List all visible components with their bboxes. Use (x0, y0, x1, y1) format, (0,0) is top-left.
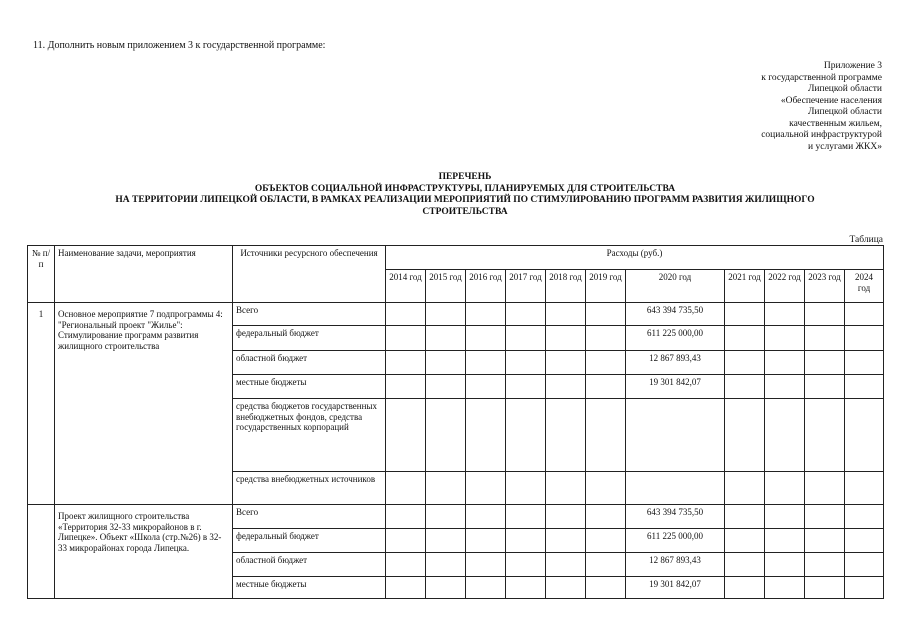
amount-cell (586, 326, 626, 351)
amount-cell (546, 375, 586, 399)
funding-source: средства бюджетов государственных внебюджетных фондов, средства государственных корпораций (233, 399, 386, 472)
amount-cell (586, 399, 626, 472)
amount-cell (805, 399, 845, 472)
amount-cell (805, 326, 845, 351)
amount-cell (845, 505, 884, 529)
amount-cell (546, 577, 586, 599)
appendix-line: Приложение 3 (823, 61, 882, 71)
amount-cell (466, 529, 506, 553)
header-expenses: Расходы (руб.) (386, 246, 884, 270)
amount-cell (546, 505, 586, 529)
amount-cell (725, 553, 765, 577)
amount-cell (586, 375, 626, 399)
amount-cell (845, 326, 884, 351)
document-title (40, 172, 890, 218)
amount-cell (765, 399, 805, 472)
table-row (28, 303, 884, 326)
amount-2020: 12 867 893,43 (626, 553, 725, 577)
amount-cell (506, 553, 546, 577)
appendix-line: к государственной программе (761, 72, 882, 83)
amount-cell (725, 399, 765, 472)
amount-cell (586, 553, 626, 577)
header-name: Наименование задачи, мероприятия (55, 246, 233, 303)
expenses-table (27, 245, 884, 599)
funding-source: средства внебюджетных источников (233, 472, 386, 505)
amount-cell (506, 529, 546, 553)
row-number: 1 (28, 303, 55, 505)
appendix-line: Липецкой области (807, 107, 882, 117)
amount-cell (386, 553, 426, 577)
appendix-line: Липецкой области (807, 84, 882, 94)
amount-cell (765, 472, 805, 505)
amount-cell (586, 505, 626, 529)
funding-source: федеральный бюджет (233, 326, 386, 351)
amount-2020 (626, 472, 725, 505)
amount-cell (386, 472, 426, 505)
header-year: 2017 год (506, 270, 546, 303)
amount-cell (805, 577, 845, 599)
appendix-line: качественным жильем, (789, 118, 882, 129)
amount-2020: 19 301 842,07 (626, 375, 725, 399)
amount-cell (845, 303, 884, 326)
amount-2020: 643 394 735,50 (626, 505, 725, 529)
amount-cell (845, 553, 884, 577)
amount-cell (466, 326, 506, 351)
amount-cell (586, 472, 626, 505)
row-number (28, 505, 55, 599)
amount-cell (546, 553, 586, 577)
amount-cell (426, 399, 466, 472)
title-line: СТРОИТЕЛЬСТВА (422, 206, 508, 217)
amount-cell (426, 303, 466, 326)
amount-cell (765, 529, 805, 553)
amount-cell (506, 303, 546, 326)
intro-text: 11. Дополнить новым приложением 3 к государственной программе: (33, 40, 326, 51)
funding-source: областной бюджет (233, 553, 386, 577)
amount-cell (725, 326, 765, 351)
title-line: НА ТЕРРИТОРИИ ЛИПЕЦКОЙ ОБЛАСТИ, В РАМКАХ РЕАЛИЗАЦИИ МЕРОПРИЯТИЙ ПО СТИМУЛИРОВАНИЮ ПРОГРАММ РАЗВИТИЯ ЖИЛИЩНОГО (115, 195, 815, 205)
amount-cell (506, 399, 546, 472)
amount-cell (845, 351, 884, 375)
amount-cell (506, 505, 546, 529)
funding-source: местные бюджеты (233, 577, 386, 599)
amount-cell (546, 472, 586, 505)
amount-cell (586, 303, 626, 326)
amount-cell (426, 505, 466, 529)
amount-cell (845, 472, 884, 505)
appendix-line: «Обеспечение населения (780, 95, 882, 106)
amount-2020: 611 225 000,00 (626, 529, 725, 553)
amount-cell (426, 375, 466, 399)
amount-cell (765, 553, 805, 577)
amount-cell (466, 505, 506, 529)
header-year: 2014 год (386, 270, 426, 303)
amount-cell (506, 577, 546, 599)
amount-cell (506, 326, 546, 351)
amount-cell (506, 351, 546, 375)
amount-cell (725, 303, 765, 326)
amount-cell (765, 303, 805, 326)
amount-cell (845, 577, 884, 599)
header-year: 2023 год (805, 270, 845, 303)
task-name: Основное мероприятие 7 подпрограммы 4: "Региональный проект "Жилье": Стимулирование программ развития жилищного строительства (55, 303, 233, 505)
amount-cell (386, 505, 426, 529)
amount-cell (805, 375, 845, 399)
amount-cell (386, 529, 426, 553)
amount-cell (725, 577, 765, 599)
amount-cell (546, 326, 586, 351)
amount-2020: 19 301 842,07 (626, 577, 725, 599)
funding-source: федеральный бюджет (233, 529, 386, 553)
funding-source: Всего (233, 505, 386, 529)
appendix-line: социальной инфраструктурой (761, 130, 882, 140)
amount-cell (546, 529, 586, 553)
amount-cell (386, 577, 426, 599)
amount-cell (426, 351, 466, 375)
header-year: 2016 год (466, 270, 506, 303)
amount-2020: 611 225 000,00 (626, 326, 725, 351)
amount-2020 (626, 399, 725, 472)
amount-cell (765, 375, 805, 399)
amount-cell (586, 351, 626, 375)
amount-cell (805, 351, 845, 375)
header-year: 2022 год (765, 270, 805, 303)
amount-cell (386, 375, 426, 399)
amount-cell (506, 472, 546, 505)
amount-2020: 643 394 735,50 (626, 303, 725, 326)
amount-2020: 12 867 893,43 (626, 351, 725, 375)
amount-cell (506, 375, 546, 399)
amount-cell (386, 303, 426, 326)
amount-cell (386, 326, 426, 351)
amount-cell (725, 472, 765, 505)
header-num: № п/п (28, 246, 55, 303)
amount-cell (805, 303, 845, 326)
amount-cell (725, 375, 765, 399)
header-year: 2024 год (845, 270, 884, 303)
header-source: Источники ресурсного обеспечения (233, 246, 386, 303)
amount-cell (466, 472, 506, 505)
amount-cell (725, 351, 765, 375)
amount-cell (546, 351, 586, 375)
header-year: 2020 год (626, 270, 725, 303)
header-year: 2021 год (725, 270, 765, 303)
header-year: 2019 год (586, 270, 626, 303)
amount-cell (805, 529, 845, 553)
appendix-line: и услугами ЖКХ» (808, 141, 882, 152)
amount-cell (805, 505, 845, 529)
amount-cell (466, 399, 506, 472)
amount-cell (845, 529, 884, 553)
funding-source: Всего (233, 303, 386, 326)
amount-cell (546, 399, 586, 472)
amount-cell (426, 472, 466, 505)
amount-cell (386, 399, 426, 472)
table-caption: Таблица (849, 235, 883, 245)
amount-cell (426, 326, 466, 351)
amount-cell (805, 553, 845, 577)
amount-cell (466, 351, 506, 375)
amount-cell (845, 375, 884, 399)
amount-cell (845, 399, 884, 472)
table-row (28, 505, 884, 529)
amount-cell (426, 553, 466, 577)
funding-source: местные бюджеты (233, 375, 386, 399)
amount-cell (586, 529, 626, 553)
amount-cell (386, 351, 426, 375)
funding-source: областной бюджет (233, 351, 386, 375)
task-name: Проект жилищного строительства «Территория 32-33 микрорайонов в г. Липецке». Объект «Школа (стр.№26) в 32-33 микрорайонах города Липецка. (55, 505, 233, 599)
title-line: ПЕРЕЧЕНЬ (438, 172, 492, 182)
header-year: 2018 год (546, 270, 586, 303)
amount-cell (466, 577, 506, 599)
header-year: 2015 год (426, 270, 466, 303)
amount-cell (426, 529, 466, 553)
amount-cell (805, 472, 845, 505)
amount-cell (765, 351, 805, 375)
appendix-block (622, 61, 882, 153)
amount-cell (466, 553, 506, 577)
amount-cell (586, 577, 626, 599)
amount-cell (765, 505, 805, 529)
amount-cell (466, 303, 506, 326)
amount-cell (426, 577, 466, 599)
amount-cell (466, 375, 506, 399)
amount-cell (725, 505, 765, 529)
amount-cell (765, 577, 805, 599)
amount-cell (546, 303, 586, 326)
title-line: ОБЪЕКТОВ СОЦИАЛЬНОЙ ИНФРАСТРУКТУРЫ, ПЛАНИРУЕМЫХ ДЛЯ СТРОИТЕЛЬСТВА (254, 183, 676, 194)
amount-cell (765, 326, 805, 351)
amount-cell (725, 529, 765, 553)
